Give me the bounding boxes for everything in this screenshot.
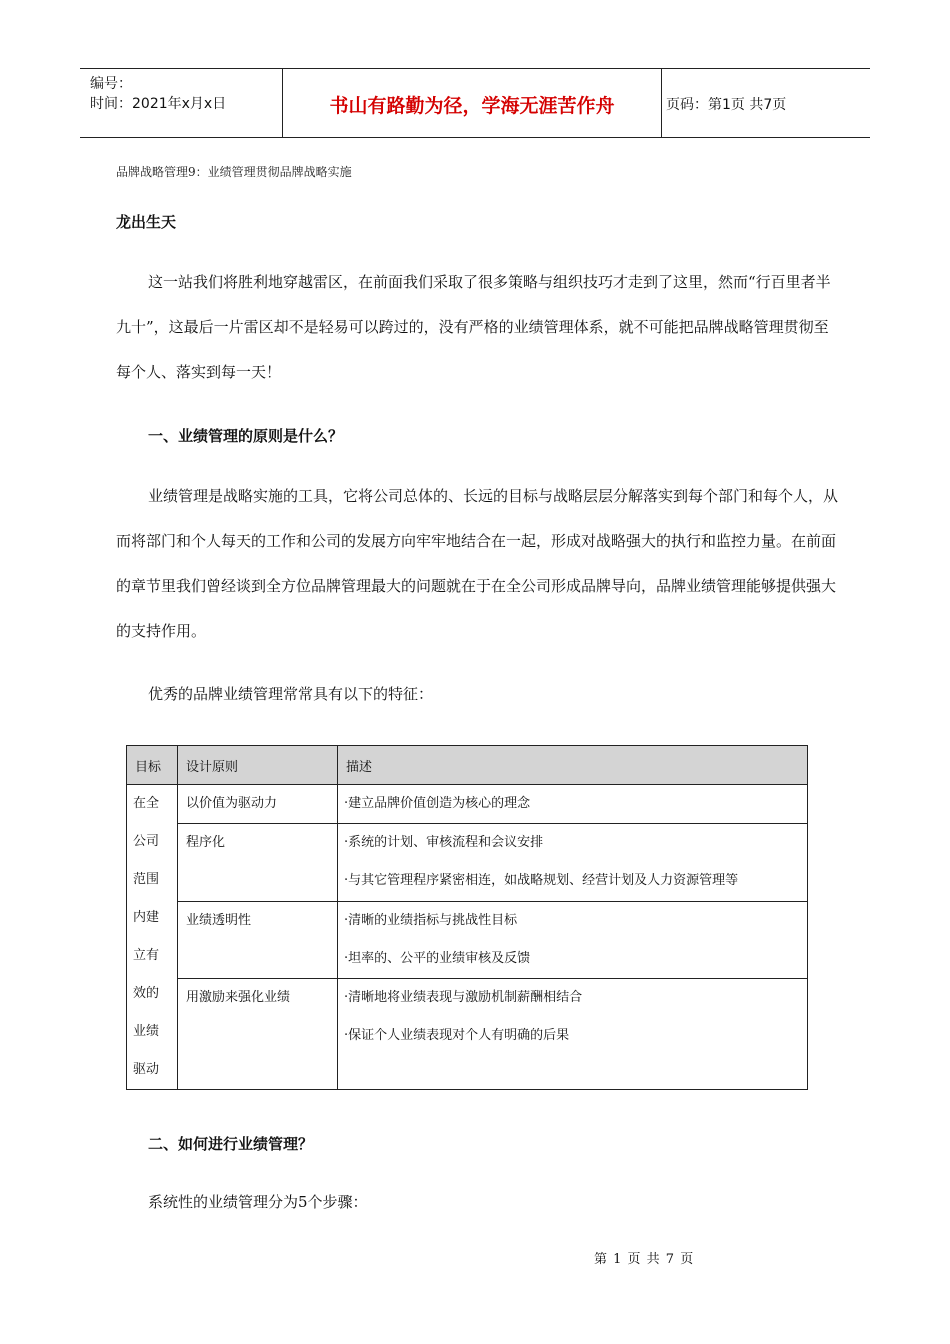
table-principle-cell: 业绩透明性 [178,901,338,978]
table-row [127,824,808,901]
table-header-principle: 设计原则 [178,746,338,785]
page-footer: 第 1 页 共 7 页 [594,1252,695,1267]
document-title: 龙出生天 [116,213,177,231]
table-desc-cell: ·建立品牌价值创造为核心的理念 [338,785,808,824]
intro-paragraph: 这一站我们将胜利地穿越雷区，在前面我们采取了很多策略与组织技巧才走到了这里，然而“行百里者半九十”，这最后一片雷区却不是轻易可以跨过的，没有严格的业绩管理体系，就不可能把品牌战略管理贯彻至每个人、落实到每一天！ [116,273,831,381]
table-row [127,785,808,824]
header-page-cell [660,69,870,137]
page-label: 页码：第1页 共7页 [666,97,787,113]
table-header-desc: 描述 [338,746,808,785]
time-label: 时间：2021年x月x日 [90,96,227,112]
motto: 书山有路勤为径，学海无涯苦作舟 [329,95,615,117]
table-principle-cell: 用激励来强化业绩 [178,979,338,1090]
table-desc-cell: ·清晰地将业绩表现与激励机制薪酬相结合 ·保证个人业绩表现对个人有明确的后果 [338,979,808,1090]
table-row [127,979,808,1090]
section1-paragraph: 业绩管理是战略实施的工具，它将公司总体的、长远的目标与战略层层分解落实到每个部门和每个人，从而将部门和个人每天的工作和公司的发展方向牢牢地结合在一起，形成对战略强大的执行和监控力量。在前面的章节里我们曾经谈到全方位品牌管理最大的问题就在于在全公司形成品牌导向，品牌业绩管理能够提供强大的支持作用。 [116,487,839,640]
section2-paragraph: 系统性的业绩管理分为5个步骤： [148,1193,368,1211]
table-header-row [127,746,808,785]
section2-heading: 二、如何进行业绩管理？ [148,1135,314,1153]
document-subtitle: 品牌战略管理9：业绩管理贯彻品牌战略实施 [116,165,352,179]
table-desc-cell: ·清晰的业绩指标与挑战性目标 ·坦率的、公平的业绩审核及反馈 [338,901,808,978]
table-desc-cell: ·系统的计划、审核流程和会议安排 ·与其它管理程序紧密相连，如战略规划、经营计划及人力资源管理等 [338,824,808,901]
table-goal-cell: 在全公司范围内建立有效的业绩驱动 [127,785,178,1090]
features-table [126,745,808,1090]
table-principle-cell: 以价值为驱动力 [178,785,338,824]
section1-heading: 一、业绩管理的原则是什么？ [148,427,344,445]
table-principle-cell: 程序化 [178,824,338,901]
table-row [127,901,808,978]
number-label: 编号： [90,76,132,92]
header-meta-cell [80,69,282,137]
section1-lead: 优秀的品牌业绩管理常常具有以下的特征： [148,685,434,703]
table-header-goal: 目标 [127,746,178,785]
header-motto-cell [282,69,662,137]
document-header [80,68,870,138]
